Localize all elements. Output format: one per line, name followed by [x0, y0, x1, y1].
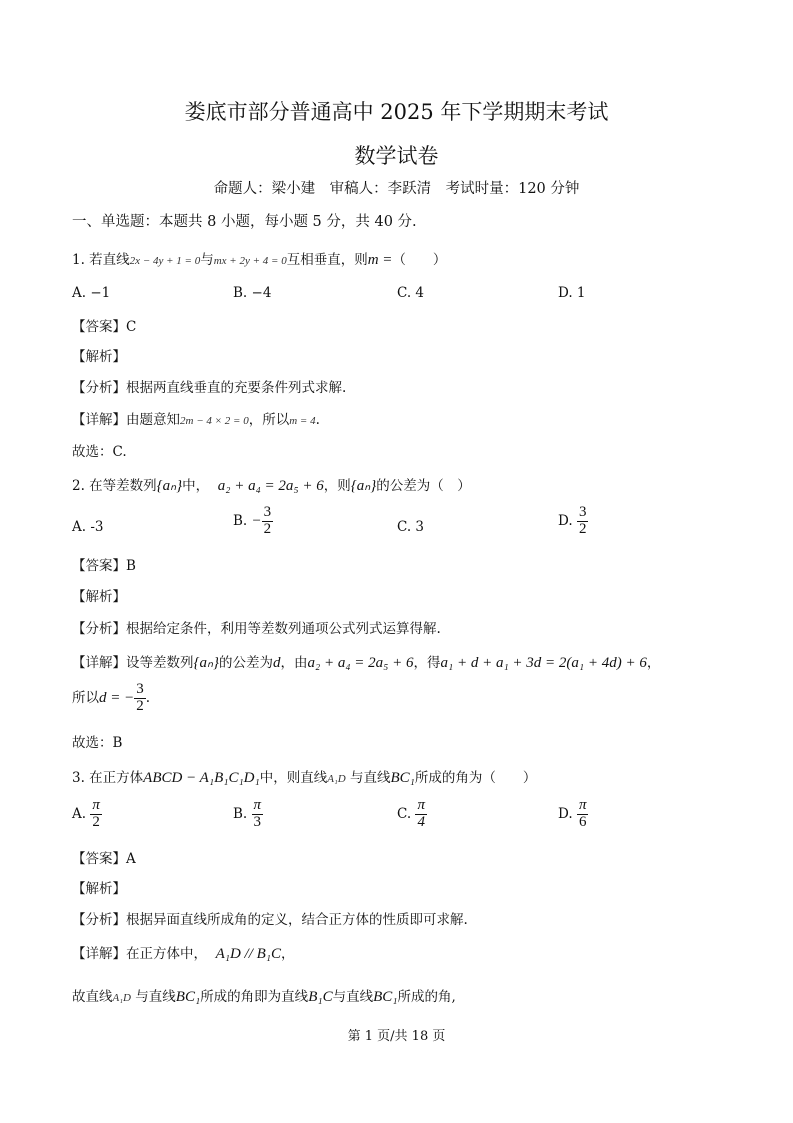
question-2-option-c: C. 3	[397, 519, 425, 535]
question-1-option-c: C. 4	[397, 285, 425, 301]
question-2-answer: 【答案】B	[72, 558, 136, 574]
author-line: 命题人：梁小建 审稿人：李跃清 考试时量：120 分钟	[213, 181, 580, 197]
question-1-option-a: A. −1	[72, 285, 111, 301]
page-footer: 第 1 页/共 18 页	[347, 1029, 446, 1044]
question-1-conclusion: 故选：C.	[72, 444, 127, 460]
question-1-stem: 1. 若直线2x − 4y + 1 = 0与mx + 2y + 4 = 0互相垂直，则m =（ ）	[72, 252, 447, 268]
question-1-xiangjie: 【详解】由题意知2m − 4 × 2 = 0，所以m = 4.	[72, 412, 320, 428]
question-3-last-line: 故直线A₁D 与直线BC₁所成的角即为直线B₁C与直线BC₁所成的角,	[72, 989, 456, 1005]
page-title: 娄底市部分普通高中 2025 年下学期期末考试	[184, 100, 609, 124]
question-1-fenxi: 【分析】根据两直线垂直的充要条件列式求解.	[72, 380, 347, 396]
question-3-option-b: B. $\frac{\pi}{3}$	[233, 797, 262, 830]
question-2-analysis-label: 【解析】	[72, 589, 126, 605]
page-subtitle: 数学试卷	[354, 144, 439, 168]
question-3-answer: 【答案】A	[72, 851, 136, 867]
question-3-option-a: A. $\frac{\pi}{2}$	[72, 797, 100, 830]
question-1-option-b: B. −4	[233, 285, 272, 301]
question-2-option-b: B. − $\frac{3}{2}$	[233, 504, 272, 537]
question-3-xiangjie: 【详解】在正方体中， A₁D // B₁C，	[72, 946, 295, 962]
question-3-option-d: D. $\frac{\pi}{6}$	[558, 797, 587, 830]
question-1-analysis-label: 【解析】	[72, 349, 126, 365]
question-2-xiangjie: 【详解】设等差数列{aₙ}的公差为d，由a₂ + a₄ = 2a₅ + 6，得a₁ + d + a₁ + 3d = 2(a₁ + 4d) + 6，	[72, 655, 661, 671]
question-3-analysis-label: 【解析】	[72, 881, 126, 897]
section-heading: 一、单选题：本题共 8 小题，每小题 5 分，共 40 分.	[72, 214, 417, 230]
question-3-fenxi: 【分析】根据异面直线所成角的定义，结合正方体的性质即可求解.	[72, 912, 468, 928]
question-2-fenxi: 【分析】根据给定条件，利用等差数列通项公式列式运算得解.	[72, 621, 441, 637]
question-3-stem: 3. 在正方体ABCD − A₁B₁C₁D₁中，则直线A₁D 与直线BC₁所成的角为（ ）	[72, 770, 537, 786]
question-2-option-d: D. $\frac{3}{2}$	[558, 504, 587, 537]
question-2-stem: 2. 在等差数列{aₙ}中， a₂ + a₄ = 2a₅ + 6，则{aₙ}的公差为（ ）	[72, 478, 471, 494]
question-2-conclusion: 故选：B	[72, 735, 123, 751]
question-2-option-a: A. -3	[72, 519, 104, 535]
question-3-option-c: C. $\frac{\pi}{4}$	[397, 797, 425, 830]
question-1-option-d: D. 1	[558, 285, 586, 301]
question-2-result: 所以d = − $\frac{3}{2}$ .	[72, 681, 151, 714]
question-1-answer: 【答案】C	[72, 319, 137, 335]
